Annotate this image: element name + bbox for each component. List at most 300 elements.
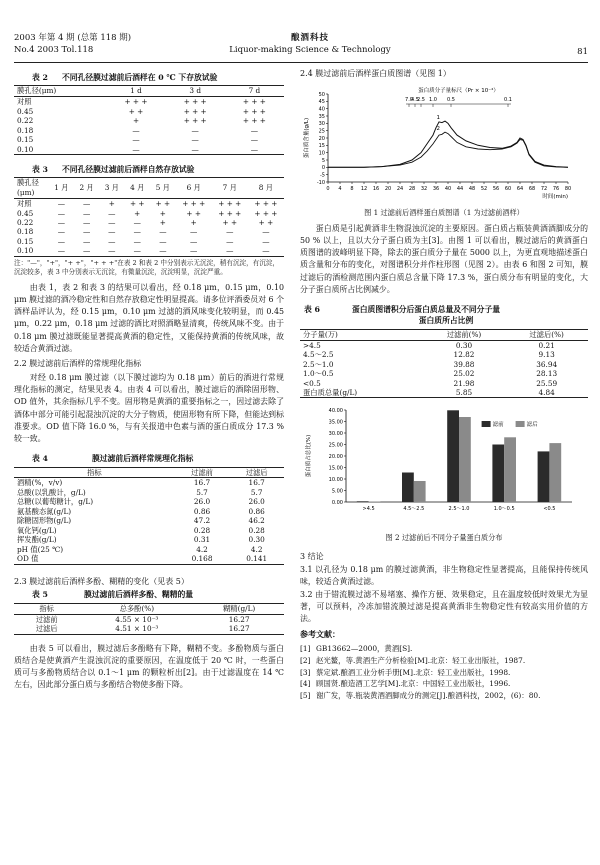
series-line-2 xyxy=(328,132,568,167)
mw-scale-label: 7.0 xyxy=(405,96,413,103)
table2-cell: — xyxy=(191,125,199,135)
mw-scale-label: 4.5 xyxy=(411,96,419,103)
table5-number: 表 5 xyxy=(32,590,48,600)
table2-cell: — xyxy=(132,135,140,145)
bar-滤后 xyxy=(369,502,381,503)
table3-cell: + xyxy=(134,208,141,218)
table4-header: 指标 xyxy=(14,467,175,478)
table6-header: 过滤前(%) xyxy=(423,329,506,340)
conclusion: 3.2 由于错流膜过滤不易堵塞、操作方便、效果稳定，且在温度较低时效果尤为显著，可以预料，冷冻加错流膜过滤是提高黄酒非生物稳定性有较高实用价值的方法。 xyxy=(300,589,588,624)
table3-cell: — xyxy=(190,227,198,237)
x-tick-label: 28 xyxy=(408,185,416,192)
y-tick-label: 0 xyxy=(321,164,325,171)
table2-day: 1 d xyxy=(106,86,165,97)
table3-row xyxy=(14,237,284,246)
table2-cell: — xyxy=(250,135,259,145)
table4-row xyxy=(14,526,284,535)
x-tick-label: 36 xyxy=(432,185,440,192)
mw-scale-title: 蛋白质分子量标尺（Pr × 10⁻⁴） xyxy=(418,87,499,94)
reference-number: [5] xyxy=(300,691,311,701)
references-title: 参考文献： xyxy=(300,629,340,640)
legend-label: 滤前 xyxy=(492,422,504,429)
table3-title: 不同孔径膜过滤前后酒样自然存放试验 xyxy=(61,165,195,175)
legend-label: 滤后 xyxy=(526,422,538,429)
y-tick-label: 30.00 xyxy=(328,431,343,438)
x-tick-label: <0.5 xyxy=(543,506,556,513)
table2-title: 不同孔径膜过滤前后酒样在 0 ℃ 下存放试验 xyxy=(61,73,218,82)
x-tick-label: 32 xyxy=(420,185,428,192)
table3 xyxy=(14,177,284,257)
table2-row-label: 0.22 xyxy=(17,116,34,126)
table2-row xyxy=(14,135,284,144)
left-column xyxy=(14,72,284,692)
bar-滤前 xyxy=(538,452,550,503)
reference-item xyxy=(300,678,588,690)
table6-cell: 4.84 xyxy=(538,387,555,397)
table3-header-line: 膜孔径 xyxy=(17,178,39,188)
table4-row xyxy=(14,545,284,554)
table3-cell: — xyxy=(262,246,270,256)
bar-滤后 xyxy=(414,481,426,502)
x-tick-label: 4 xyxy=(338,185,342,192)
reference-number: [1] xyxy=(300,643,311,653)
table3-cell: — xyxy=(108,246,116,256)
y-tick-label: -5 xyxy=(320,172,325,179)
table3-cell: — xyxy=(226,236,234,246)
x-tick-label: 12 xyxy=(360,185,368,192)
table3-row-label: 0.15 xyxy=(17,236,34,246)
y-tick-label: 20 xyxy=(318,135,325,142)
table6-cell: 25.59 xyxy=(536,378,558,388)
table3-row xyxy=(14,227,284,236)
table5 xyxy=(14,603,284,635)
y-axis-label: 蛋白质占总比(%) xyxy=(306,435,312,478)
table3-month: 6 月 xyxy=(176,178,212,199)
y-tick-label: 35 xyxy=(318,113,325,120)
series-line-1 xyxy=(328,121,568,167)
table2-cell: — xyxy=(250,144,259,154)
reference-list xyxy=(300,643,588,702)
table3-cell: — xyxy=(57,218,65,227)
table2-row-label: 0.10 xyxy=(17,144,34,154)
table5-row xyxy=(14,624,284,634)
table2-cell: + + + xyxy=(242,116,266,126)
table4-cell: 5.7 xyxy=(196,487,208,497)
x-tick-label: 24 xyxy=(396,185,404,192)
x-tick-label: 4.5～2.5 xyxy=(403,506,425,513)
table5-header: 指标 xyxy=(14,603,79,614)
reference-text: 顾国贤.酿造酒工艺学[M].北京：中国轻工业出版社，1996. xyxy=(316,679,511,689)
table4-cell: 26.0 xyxy=(248,497,265,507)
table6-cell: 1.0～0.5 xyxy=(303,369,334,379)
reference-number: [4] xyxy=(300,679,311,689)
table6-cell: 2.5～1.0 xyxy=(303,359,334,369)
table3-cell: + xyxy=(159,208,166,218)
journal-title: 酿酒科技 xyxy=(290,33,329,43)
table2-cell: + + + xyxy=(124,97,148,107)
table3-cell: + + xyxy=(129,199,145,209)
table3-month: 3 月 xyxy=(99,178,124,199)
table5-cell: 16.27 xyxy=(228,614,250,624)
mw-scale-label: 2.5 xyxy=(417,96,425,103)
table3-cell: + xyxy=(108,199,115,209)
table3-cell: + + xyxy=(155,199,171,209)
table3-cell: + + + xyxy=(182,199,206,209)
reference-text: 蔡定斌.酿酒工业分析手册[M].北京：轻工业出版社，1998. xyxy=(316,667,511,677)
table6-row xyxy=(300,350,588,359)
table4-row xyxy=(14,488,284,497)
table2-row xyxy=(14,145,284,155)
table2-cell: + + + xyxy=(183,116,207,126)
x-tick-label: 0 xyxy=(326,185,330,192)
bar-滤后 xyxy=(504,438,516,503)
reference-text: 赵光鳌，等.黄酒生产分析检验[M].北京：轻工业出版社，1987. xyxy=(316,655,526,665)
table3-cell: — xyxy=(226,227,234,237)
table4-row xyxy=(14,478,284,488)
table2-row xyxy=(14,116,284,125)
x-tick-label: 56 xyxy=(492,185,500,192)
table2-row xyxy=(14,97,284,107)
table4-cell: 4.2 xyxy=(250,544,263,554)
table3-cell: — xyxy=(82,246,91,256)
table6-cell: 0.30 xyxy=(455,340,473,350)
reference-text: GB13662—2000，黄酒[S]. xyxy=(316,643,413,653)
table4-cell: 26.0 xyxy=(193,497,211,507)
table2-cell: + + xyxy=(128,106,144,116)
table4-cell: 0.141 xyxy=(246,554,268,564)
table6-cell: 0.21 xyxy=(538,340,555,350)
table3-row xyxy=(14,246,284,256)
table2-row xyxy=(14,107,284,116)
table3-row-label: 对照 xyxy=(17,199,32,209)
issue-line-en: No.4 2003 Tol.118 xyxy=(14,45,94,56)
table3-cell: — xyxy=(133,227,141,237)
table4-header: 过滤前 xyxy=(175,467,230,478)
paragraph: 蛋白质是引起黄酒非生物混浊沉淀的主要原因。蛋白质占瓶装黄酒酒脚成分的 50 % 以上，且以大分子蛋白质为主[3]。由图 1 可以看出，膜过滤后的黄酒蛋白质图谱的波峰明显下降，除去的蛋白质分子量在 5000 以上，为更直观地描述蛋白质含量和分布的变化，对图谱积分并作柱形图（见图 2）。由表 6 和图 2 可知，膜过滤后的酒检测范围内蛋白质总含量下降 17.3 %，蛋白质分布有明显的变化，大分子蛋白质所占比例减少。 xyxy=(300,223,588,294)
table5-cell: 4.51 × 10⁻³ xyxy=(115,624,159,634)
table4-cell: 氨基酸态氮(g/L) xyxy=(17,506,72,516)
table3-cell: — xyxy=(190,246,198,256)
table4-cell: pH 值(25 ℃) xyxy=(17,544,64,554)
table3-cell: — xyxy=(82,208,91,218)
table4-cell: 总糖(以葡萄糖计，g/L) xyxy=(17,497,94,507)
table4-cell: 0.86 xyxy=(248,506,265,516)
page-number: 81 xyxy=(577,47,588,57)
table4-caption xyxy=(14,453,284,464)
x-tick-label: >4.5 xyxy=(362,506,375,513)
table6-cell: 5.85 xyxy=(455,387,473,397)
reference-item xyxy=(300,690,588,702)
table3-header-line: (μm) xyxy=(17,188,35,198)
table6-title-line2: 蛋白质所占比例 xyxy=(418,316,474,326)
table4-cell: 挥发酯(g/L) xyxy=(17,535,57,545)
table3-month: 2 月 xyxy=(74,178,99,199)
table6-header: 过滤后(%) xyxy=(505,329,588,340)
legend-swatch xyxy=(482,421,491,427)
table4-cell: 酒精(%，v/v) xyxy=(17,478,63,488)
figure2-chart xyxy=(300,404,588,526)
table4-cell: 46.2 xyxy=(248,516,265,526)
mw-scale-label: 0.1 xyxy=(504,96,512,103)
section-heading: 2.2 膜过滤前后酒样的常规理化指标 xyxy=(14,359,142,369)
x-tick-label: 40 xyxy=(444,185,452,192)
table5-cell: 4.55 × 10⁻³ xyxy=(115,614,159,624)
table3-cell: + + + xyxy=(218,208,242,218)
table3-cell: — xyxy=(159,236,167,246)
table4-cell: 0.28 xyxy=(248,525,265,535)
table3-cell: + xyxy=(159,218,166,227)
table2-cell: — xyxy=(132,125,140,135)
y-tick-label: 40 xyxy=(318,106,325,113)
table4-cell: 总酸(以乳酸计，g/L) xyxy=(17,487,86,497)
table2-number: 表 2 xyxy=(32,73,48,82)
table3-month: 1 月 xyxy=(49,178,74,199)
table2-row-label: 0.18 xyxy=(17,125,34,135)
y-tick-label: 15.00 xyxy=(328,465,343,472)
table2-caption xyxy=(14,72,284,83)
table4-cell: 16.7 xyxy=(193,478,211,488)
table3-cell: — xyxy=(57,236,65,246)
table6-caption xyxy=(300,304,588,327)
table6-row xyxy=(300,379,588,388)
table3-cell: — xyxy=(133,236,141,246)
right-column xyxy=(300,68,588,702)
table6-cell: 9.13 xyxy=(538,350,555,360)
table2-day: 3 d xyxy=(166,86,225,97)
table3-cell: + + + xyxy=(254,199,278,209)
table2-cell: — xyxy=(250,125,259,135)
table3-cell: — xyxy=(108,236,116,246)
table3-cell: — xyxy=(57,227,65,237)
table3-cell: — xyxy=(82,236,91,246)
table3-cell: + + xyxy=(186,208,201,218)
table3-month: 4 月 xyxy=(124,178,150,199)
table3-cell: — xyxy=(133,218,141,227)
table5-header: 总多酚(%) xyxy=(79,603,194,614)
reference-number: [2] xyxy=(300,655,311,665)
table4-cell: 0.28 xyxy=(193,525,211,535)
x-tick-label: 64 xyxy=(516,185,524,192)
table3-cell: — xyxy=(190,236,198,246)
y-tick-label: 0.00 xyxy=(331,500,343,507)
header-center xyxy=(200,32,420,57)
mw-scale-label: 0.5 xyxy=(447,96,455,103)
table3-cell: — xyxy=(82,199,91,209)
reference-text: 谢广发，等.瓶装黄酒酒脚成分的测定[J].酿酒科技，2002，(6)：80. xyxy=(316,691,541,701)
paragraph: 由表 1，表 2 和表 3 的结果可以看出，经 0.18 μm，0.15 μm，0.10 μm 膜过滤的酒冷稳定性和自然存放稳定性明显提高。请多位评酒委员对 6 个酒样品评认为，经 0.15 μm，0.10 μm 过滤的酒风味变化较明显，而 0.45 μm，0.22 μm，0.18 μm 过滤的酒比对照酒略显清爽，传统风味不变。由于 0.18 μm 膜过滤既能显著提高黄酒的稳定性，又能保持黄酒的传统风味，故较适合黄酒过滤。 xyxy=(14,282,284,353)
table3-header xyxy=(14,178,49,199)
section-heading: 3 结论 xyxy=(300,551,324,561)
table3-caption xyxy=(14,164,284,175)
table2-cell: + xyxy=(132,116,140,126)
bar-滤后 xyxy=(459,417,471,502)
table3-cell: — xyxy=(57,199,65,209)
table2-cell: — xyxy=(191,144,199,154)
table6-cell: <0.5 xyxy=(303,378,321,388)
y-tick-label: 40.00 xyxy=(328,408,343,415)
table5-caption xyxy=(14,589,284,600)
mw-scale-label: 1.0 xyxy=(429,96,437,103)
table5-cell: 过滤前 xyxy=(35,614,58,624)
paragraph: 对经 0.18 μm 膜过滤（以下膜过滤均为 0.18 μm）前后的酒进行常规理化指标的测定，结果见表 4。由表 4 可以看出，膜过滤后的酒除固形物、OD 值外，其余指标几乎不变。固形物是黄酒的重要指标之一，因过滤去除了酒体中部分可能引起混浊沉淀的大分子物质，使固形物有所下降，但能达到标准要求。OD 值下降 16.0 %，与有关报道中色素与酒的蛋白质成分 17.3 % 较一致。 xyxy=(14,372,284,444)
table3-row xyxy=(14,209,284,218)
y-tick-label: 25.00 xyxy=(328,442,343,449)
table4-row xyxy=(14,516,284,525)
table4-row xyxy=(14,507,284,516)
table6-cell: 28.13 xyxy=(536,369,558,379)
table2-cell: + + + xyxy=(242,106,266,116)
bar-滤后 xyxy=(549,444,561,503)
x-tick-label: 80 xyxy=(564,185,572,192)
table4-row xyxy=(14,535,284,544)
table4-cell: OD 值 xyxy=(17,554,39,564)
table3-cell: + + + xyxy=(218,199,242,209)
x-tick-label: 16 xyxy=(372,185,380,192)
y-tick-label: 30 xyxy=(318,120,325,127)
y-tick-label: 35.00 xyxy=(328,419,343,426)
x-tick-label: 2.5～1.0 xyxy=(448,506,470,513)
table3-cell: — xyxy=(133,246,141,256)
table3-cell: — xyxy=(108,218,116,227)
table5-title: 膜过滤前后酒样多酚、糊精的量 xyxy=(83,590,194,600)
table4-cell: 除糖固形物(g/L) xyxy=(17,516,72,526)
x-tick-label: 72 xyxy=(540,185,548,192)
table2-day: 7 d xyxy=(225,86,284,97)
table3-cell: — xyxy=(57,246,65,256)
table2-cell: — xyxy=(191,135,199,145)
y-tick-label: 20.00 xyxy=(328,454,343,461)
y-tick-label: 10.00 xyxy=(328,477,343,484)
section-heading: 2.3 膜过滤前后酒样多酚、糊精的变化（见表 5） xyxy=(14,576,189,586)
table6-cell: 12.82 xyxy=(453,350,475,360)
table2-header: 膜孔径(μm) xyxy=(14,86,106,97)
table3-row-label: 0.18 xyxy=(17,227,34,237)
table2-row-label: 0.45 xyxy=(17,106,34,116)
y-tick-label: 50 xyxy=(318,91,325,98)
table3-row-label: 0.22 xyxy=(17,218,34,227)
table4-header: 过滤后 xyxy=(229,467,284,478)
table4-cell: 47.2 xyxy=(193,516,211,526)
table2-cell: — xyxy=(132,144,140,154)
table3-cell: — xyxy=(82,218,91,227)
table4-cell: 0.86 xyxy=(193,506,211,516)
x-tick-label: 44 xyxy=(456,185,464,192)
figure1-chart xyxy=(300,82,588,202)
table2-cell: + + + xyxy=(183,97,207,107)
y-tick-label: 10 xyxy=(318,150,325,157)
series-label: 1 xyxy=(436,114,440,121)
table3-cell: — xyxy=(108,208,116,218)
section-heading: 2.4 膜过滤前后酒样蛋白质图谱（见图 1） xyxy=(300,69,451,78)
table6-number: 表 6 xyxy=(304,305,320,315)
x-tick-label: 1.0～0.5 xyxy=(493,506,515,513)
x-tick-label: 8 xyxy=(350,185,354,192)
table3-number: 表 3 xyxy=(32,165,48,175)
table3-cell: — xyxy=(57,208,65,218)
y-tick-label: 25 xyxy=(318,128,325,135)
table3-month: 5 月 xyxy=(150,178,176,199)
table3-month: 8 月 xyxy=(248,178,284,199)
table3-cell: + + + xyxy=(254,208,278,218)
table4-title: 膜过滤前后酒样常规理化指标 xyxy=(91,454,194,464)
y-tick-label: -10 xyxy=(316,179,325,186)
table3-cell: + + xyxy=(222,218,238,227)
table3-note: 注："—"，"+"，"+ +"，"+ + +"在表 2 和表 2 中分别表示无沉淀，稍有沉淀，有沉淀，沉淀较多，表 3 中分别表示无沉淀，有微量沉淀，沉淀明显，沉淀严重。 xyxy=(14,258,280,276)
table3-row-label: 0.45 xyxy=(17,208,34,218)
journal-title-en: Liquor-making Science & Technology xyxy=(229,45,391,56)
table6-cell: 4.5～2.5 xyxy=(303,350,334,360)
table4-row xyxy=(14,497,284,506)
table5-header: 糊精(g/L) xyxy=(194,603,284,614)
y-axis-label: 蛋白质含量(g/L) xyxy=(304,117,310,158)
table2-row xyxy=(14,126,284,135)
figure1-caption: 图 1 过滤前后酒样蛋白质图谱（1 为过滤前酒样） xyxy=(364,208,524,218)
figure2-caption: 图 2 过滤前后不同分子量蛋白质分布 xyxy=(385,533,503,543)
table2-row-label: 对照 xyxy=(17,97,32,107)
table6-row xyxy=(300,340,588,350)
table6-cell: 36.94 xyxy=(536,359,558,369)
y-tick-label: 45 xyxy=(318,98,325,105)
table6-cell: >4.5 xyxy=(303,340,321,350)
y-tick-label: 5 xyxy=(321,157,325,164)
x-tick-label: 60 xyxy=(504,185,512,192)
issue-line: 2003 年第 4 期 (总第 118 期) xyxy=(14,33,132,43)
table2-cell: + + + xyxy=(242,97,266,107)
table2-row-label: 0.15 xyxy=(17,135,34,145)
table4-row xyxy=(14,554,284,564)
table3-cell: — xyxy=(159,246,167,256)
table2 xyxy=(14,85,284,155)
table6-cell: 21.98 xyxy=(453,378,475,388)
table5-cell: 过滤后 xyxy=(35,624,58,634)
table6 xyxy=(300,329,588,399)
table3-row-label: 0.10 xyxy=(17,246,34,256)
legend-swatch xyxy=(516,421,525,427)
table4-cell: 氧化钙(g/L) xyxy=(17,525,57,535)
table4 xyxy=(14,467,284,565)
table5-row xyxy=(14,614,284,624)
series-label: 2 xyxy=(436,125,440,132)
y-tick-label: 5.00 xyxy=(331,488,343,495)
x-axis-label: 时间(min) xyxy=(542,193,568,200)
table4-cell: 5.7 xyxy=(250,487,263,497)
table3-cell: + xyxy=(190,218,197,227)
paragraph: 由表 5 可以看出，膜过滤后多酚略有下降，糊精不变。多酚物质与蛋白质结合是使黄酒产生混浊沉淀的重要原因，在温度低于 20 ℃ 时，一些蛋白质可与多酚物质结合以 0.1～1 μm 的颗粒析出[2]。由于过滤温度在 14 ℃ 左右，因此部分蛋白质与多酚结合物使多酚下降。 xyxy=(14,643,284,690)
table3-cell: — xyxy=(262,236,270,246)
table6-row xyxy=(300,388,588,398)
table5-cell: 16.27 xyxy=(228,624,250,634)
reference-item xyxy=(300,655,588,667)
x-tick-label: 76 xyxy=(552,185,560,192)
table6-cell: 蛋白质总量(g/L) xyxy=(303,387,358,397)
x-tick-label: 20 xyxy=(384,185,392,192)
table3-cell: — xyxy=(262,227,270,237)
table6-cell: 25.02 xyxy=(453,369,475,379)
x-tick-label: 48 xyxy=(468,185,476,192)
table3-cell: + + xyxy=(258,218,274,227)
table4-cell: 0.168 xyxy=(191,554,213,564)
reference-number: [3] xyxy=(300,667,311,677)
table6-row xyxy=(300,360,588,369)
table6-cell: 39.88 xyxy=(453,359,475,369)
table4-cell: 16.7 xyxy=(248,478,265,488)
table6-row xyxy=(300,369,588,378)
table3-cell: — xyxy=(159,227,167,237)
header-left xyxy=(14,32,131,57)
bar-滤前 xyxy=(492,445,504,503)
table3-month: 7 月 xyxy=(212,178,248,199)
table3-row xyxy=(14,199,284,209)
